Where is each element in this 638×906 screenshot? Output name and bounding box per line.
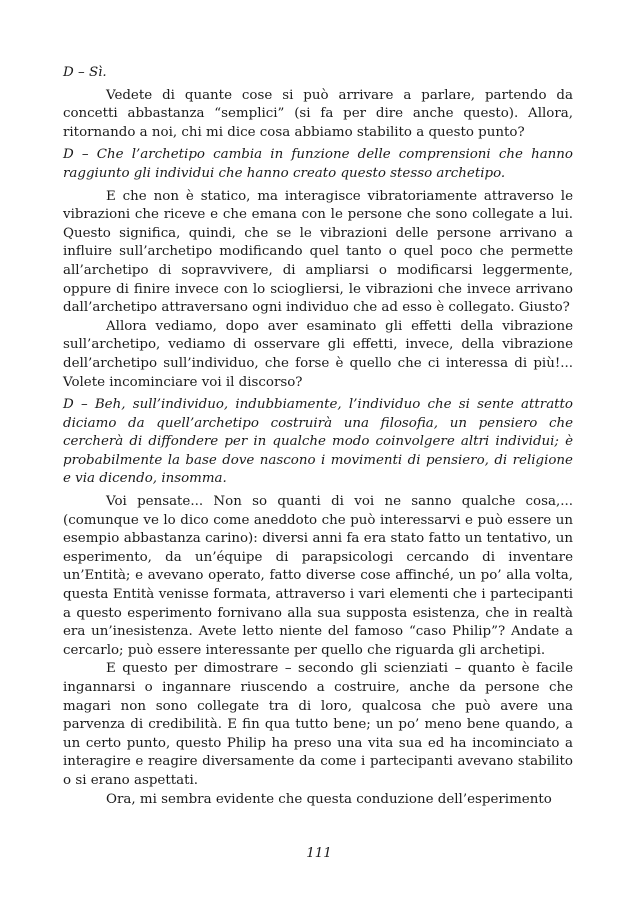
answer-paragraph: E che non è statico, ma interagisce vibratoriamente attraverso le vibrazioni che riceve e che emana con le persone che sono collegate a lui. Questo significa, quindi, che se le vibrazioni delle persone arrivano a influire sull’archetipo modificando quel tanto o quel poco che permette all’archetipo di sopravvivere, di ampliarsi o modificarsi leggermente, oppure di finire invece con lo sciogliersi, le vibrazioni che invece arrivano dall’archetipo attraversano ogni individuo che ad esso è collegato. Giusto?: [63, 188, 573, 316]
answer-paragraph: Vedete di quante cose si può arrivare a parlare, partendo da concetti abbastanza “semplici” (si fa per dire anche questo). Allora, ritornando a noi, chi mi dice cosa abbiamo stabilito a questo punto?: [63, 87, 573, 140]
page-number: 111: [306, 846, 332, 861]
answer-paragraph: E questo per dimostrare – secondo gli scienziati – quanto è facile ingannarsi o ingannare riuscendo a costruire, anche da persone che magari non sono collegate tra di loro, qualcosa che può avere una parvenza di credibilità. E fin qua tutto bene; un po’ meno bene quando, a un certo punto, questo Philip ha preso una vita sua ed ha incominciato a interagire e reagire diversamente da come i partecipanti avevano stabilito o si erano aspettati.: [63, 661, 573, 788]
answer-paragraph: Allora vediamo, dopo aver esaminato gli effetti della vibrazione sull’archetipo, vediamo di osservare gli effetti, invece, della vibrazione dell’archetipo sull’individuo, che forse è quello che ci interessa di più!... Volete incominciare voi il discorso?: [63, 318, 573, 390]
answer-paragraph: Ora, mi sembra evidente che questa conduzione dell’esperimento: [106, 791, 552, 807]
answer-paragraph: Voi pensate... Non so quanti di voi ne sanno qualche cosa,... (comunque ve lo dico come aneddoto che può interessarvi e può essere un esempio abbastanza carino): diversi anni fa era stato fatto un tentativo, un esperimento, da un’équipe di parapsicologi cercando di inventare un’Entità; e avevano operato, fatto diverse cose affinché, un po’ alla volta, questa Entità venisse formata, attraverso i vari elementi che i partecipanti a questo esperimento fornivano alla sua supposta esistenza, che in realtà era un’inesistenza. Avete letto niente del famoso “caso Philip”? Andate a cercarlo; può essere interessante per quello che riguarda gli archetipi.: [63, 494, 573, 658]
page-body: [63, 64, 573, 809]
question-paragraph: D – Sì.: [63, 65, 107, 80]
question-paragraph: D – Beh, sull’individuo, indubbiamente, l’individuo che si sente attratto diciamo da quell’archetipo costruirà una filosofia, un pensiero che cercherà di diffondere per in qualche modo coinvolgere altri individui; è probabilmente la base dove nascono i movimenti di pensiero, di religione e via dicendo, insomma.: [63, 397, 573, 487]
question-paragraph: D – Che l’archetipo cambia in funzione delle comprensioni che hanno raggiunto gli individui che hanno creato questo stesso archetipo.: [63, 147, 573, 181]
